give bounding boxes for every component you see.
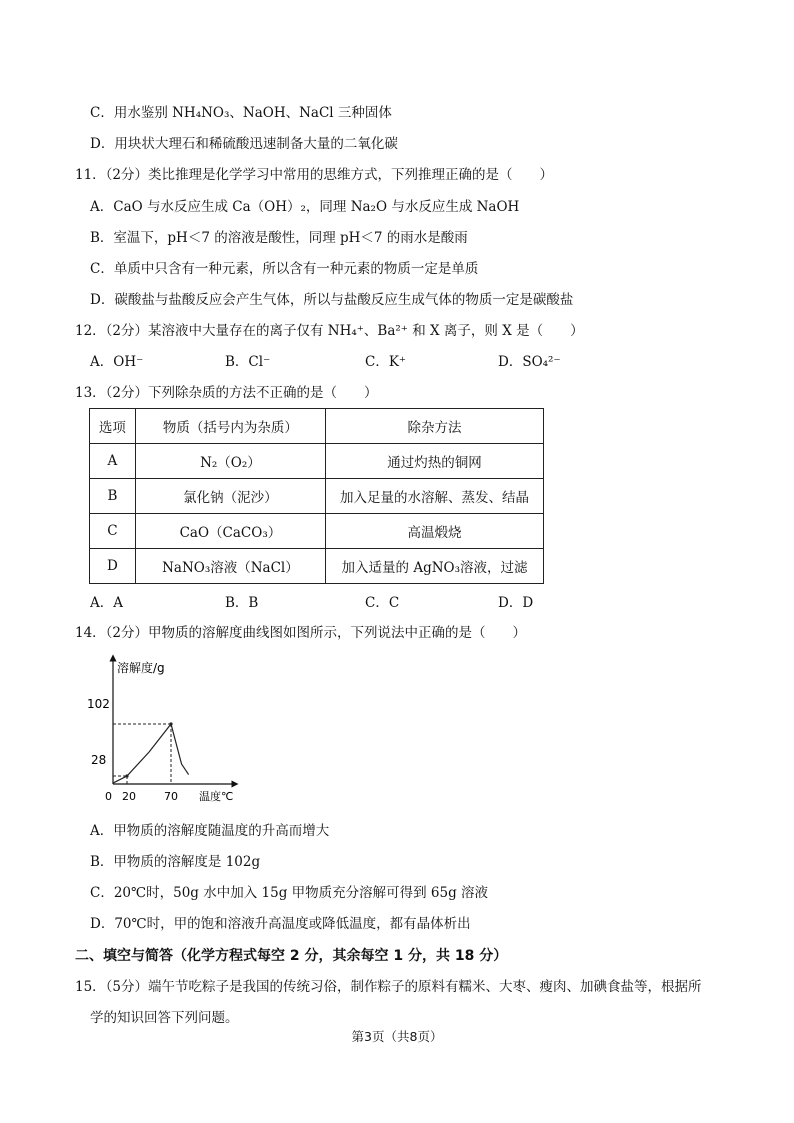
solubility-curve-chart	[85, 652, 255, 807]
q15-stem-line2: 学的知识回答下列问题。	[90, 1010, 239, 1026]
q14-option-b: B．甲物质的溶解度是 102g	[90, 854, 261, 870]
table-cell: 加入足量的水溶解、蒸发、结晶	[326, 479, 544, 514]
q14-option-a: A．甲物质的溶解度随温度的升高而增大	[90, 823, 330, 839]
q12-option-b: B．Cl⁻	[225, 354, 271, 370]
table-cell: CaO（CaCO₃）	[135, 514, 325, 549]
q13-option-a: A．A	[90, 595, 123, 611]
x-tick-label: 0	[105, 790, 112, 803]
table-cell: N₂（O₂）	[135, 444, 325, 479]
x-tick-label: 20	[122, 790, 136, 803]
table-cell: 通过灼热的铜网	[326, 444, 544, 479]
data-point	[125, 774, 128, 777]
table-cell: A	[90, 444, 136, 479]
table-header: 选项	[90, 409, 136, 444]
q10-option-c: C．用水鉴别 NH₄NO₃、NaOH、NaCl 三种固体	[90, 105, 392, 121]
q11-option-c: C．单质中只含有一种元素，所以含有一种元素的物质一定是单质	[90, 261, 479, 277]
q15-stem-line1: 15．（5分）端午节吃粽子是我国的传统习俗，制作粽子的原料有糯米、大枣、瘦肉、加碘食盐等，根据所	[75, 979, 702, 995]
table-cell: D	[90, 549, 136, 584]
q13-stem: 13．（2分）下列除杂质的方法不正确的是（ ）	[75, 385, 378, 401]
data-point	[169, 722, 172, 725]
q11-option-a: A．CaO 与水反应生成 Ca（OH）₂，同理 Na₂O 与水反应生成 NaOH	[90, 199, 520, 215]
y-tick-label: 102	[87, 697, 110, 711]
q11-stem: 11．（2分）类比推理是化学学习中常用的思维方式，下列推理正确的是（ ）	[75, 167, 554, 183]
q12-option-c: C．K⁺	[365, 354, 407, 370]
q14-option-c: C．20℃时，50g 水中加入 15g 甲物质充分溶解可得到 65g 溶液	[90, 885, 489, 901]
table-row	[90, 549, 544, 584]
table-cell: 高温煅烧	[326, 514, 544, 549]
table-row	[90, 514, 544, 549]
page-footer: 第3页（共8页）	[351, 1029, 443, 1044]
impurity-removal-table	[89, 408, 544, 584]
q12-stem: 12．（2分）某溶液中大量存在的离子仅有 NH₄⁺、Ba²⁺ 和 X 离子，则 X 是（ ）	[75, 323, 584, 339]
q11-option-d: D．碳酸盐与盐酸反应会产生气体，所以与盐酸反应生成气体的物质一定是碳酸盐	[90, 292, 574, 308]
table-header: 物质（括号内为杂质）	[135, 409, 325, 444]
q13-option-c: C．C	[365, 595, 400, 611]
table-header-row	[90, 409, 544, 444]
table-row	[90, 444, 544, 479]
solubility-curve	[113, 724, 189, 783]
q12-option-d: D．SO₄²⁻	[498, 354, 561, 370]
q11-option-b: B．室温下，pH＜7 的溶液是酸性，同理 pH＜7 的雨水是酸雨	[90, 230, 468, 246]
q13-option-d: D．D	[498, 595, 534, 611]
q10-option-d: D．用块状大理石和稀硫酸迅速制备大量的二氧化碳	[90, 136, 398, 152]
y-tick-label: 28	[91, 753, 107, 767]
y-axis-label: 溶解度/g	[117, 661, 165, 675]
table-cell: 加入适量的 AgNO₃溶液，过滤	[326, 549, 544, 584]
q12-option-a: A．OH⁻	[90, 354, 144, 370]
x-axis-label: 温度℃	[199, 790, 234, 803]
table-cell: C	[90, 514, 136, 549]
section-title: 二、填空与简答（化学方程式每空 2 分，其余每空 1 分，共 18 分）	[75, 948, 508, 964]
table-cell: NaNO₃溶液（NaCl）	[135, 549, 325, 584]
table-cell: B	[90, 479, 136, 514]
q14-stem: 14．（2分）甲物质的溶解度曲线图如图所示，下列说法中正确的是（ ）	[75, 625, 527, 641]
q13-option-b: B．B	[225, 595, 259, 611]
q14-option-d: D．70℃时，甲的饱和溶液升高温度或降低温度，都有晶体析出	[90, 916, 471, 932]
table-cell: 氯化钠（泥沙）	[135, 479, 325, 514]
table-header: 除杂方法	[326, 409, 544, 444]
x-tick-label: 70	[164, 790, 178, 803]
table-row	[90, 479, 544, 514]
